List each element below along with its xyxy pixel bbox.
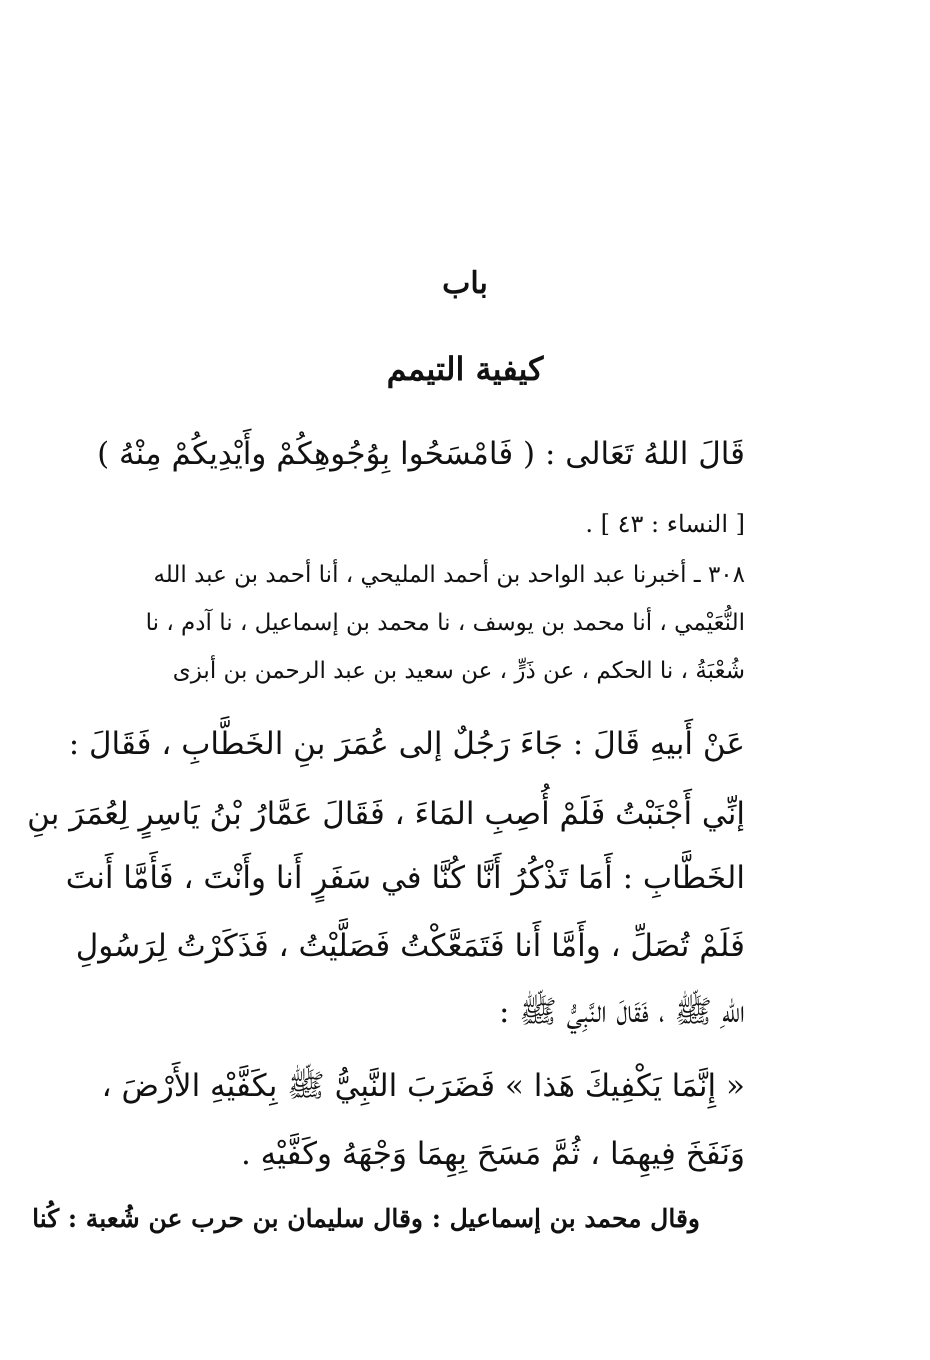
chapter-label: باب — [442, 266, 488, 301]
isnad-line: ٣٠٨ ـ أخبرنا عبد الواحد بن أحمد المليحي ، أنا أحمد بن عبد الله — [153, 562, 745, 588]
matn-line: إنِّي أَجْنَبْتُ فَلَمْ أُصِبِ المَاءَ ، فَقَالَ عَمَّارُ بْنُ يَاسِرٍ لِعُمَرَ بنِ — [27, 796, 745, 832]
verse-reference: [ النساء : ٤٣ ] . — [585, 510, 745, 538]
matn-line: « إِنَّمَا يَكْفِيكَ هَذا » فَضَرَبَ النَّبِيُّ ﷺ بِكَفَّيْهِ الأَرْضَ ، — [101, 1068, 745, 1104]
matn-line: اللهِ ﷺ ، فَقَالَ النَّبِيُّ ﷺ : — [499, 994, 745, 1030]
quran-verse: قَالَ اللهُ تَعَالى : ( فَامْسَحُوا بِوُجُوهِكُمْ وأَيْدِيكُمْ مِنْهُ ) — [97, 436, 745, 472]
continuation-line: وقال محمد بن إسماعيل : وقال سليمان بن حرب عن شُعبة : كُنا — [32, 1204, 700, 1233]
chapter-title: كيفية التيمم — [386, 350, 544, 388]
matn-line: فَلَمْ تُصَلِّ ، وأَمَّا أَنا فَتَمَعَّكْتُ فَصَلَّيْتُ ، فَذَكَرْتُ لِرَسُولِ — [75, 928, 745, 964]
matn-line: وَنَفَخَ فِيهِمَا ، ثُمَّ مَسَحَ بِهِمَا وَجْهَهُ وكَفَّيْهِ . — [240, 1136, 745, 1172]
isnad-line: النُّعَيْمي ، أنا محمد بن يوسف ، نا محمد بن إسماعيل ، نا آدم ، نا — [145, 610, 745, 636]
matn-line: عَنْ أَبيهِ قَالَ : جَاءَ رَجُلٌ إلى عُمَرَ بنِ الخَطَّابِ ، فَقَالَ : — [68, 726, 745, 762]
matn-line: الخَطَّابِ : أَمَا تَذْكُرُ أَنَّا كُنَّا في سَفَرٍ أَنا وأَنْتَ ، فَأَمَّا أَنتَ — [65, 860, 745, 896]
isnad-line: شُعْبَةُ ، نا الحكم ، عن ذَرٍّ ، عن سعيد بن عبد الرحمن بن أبزى — [172, 658, 745, 684]
